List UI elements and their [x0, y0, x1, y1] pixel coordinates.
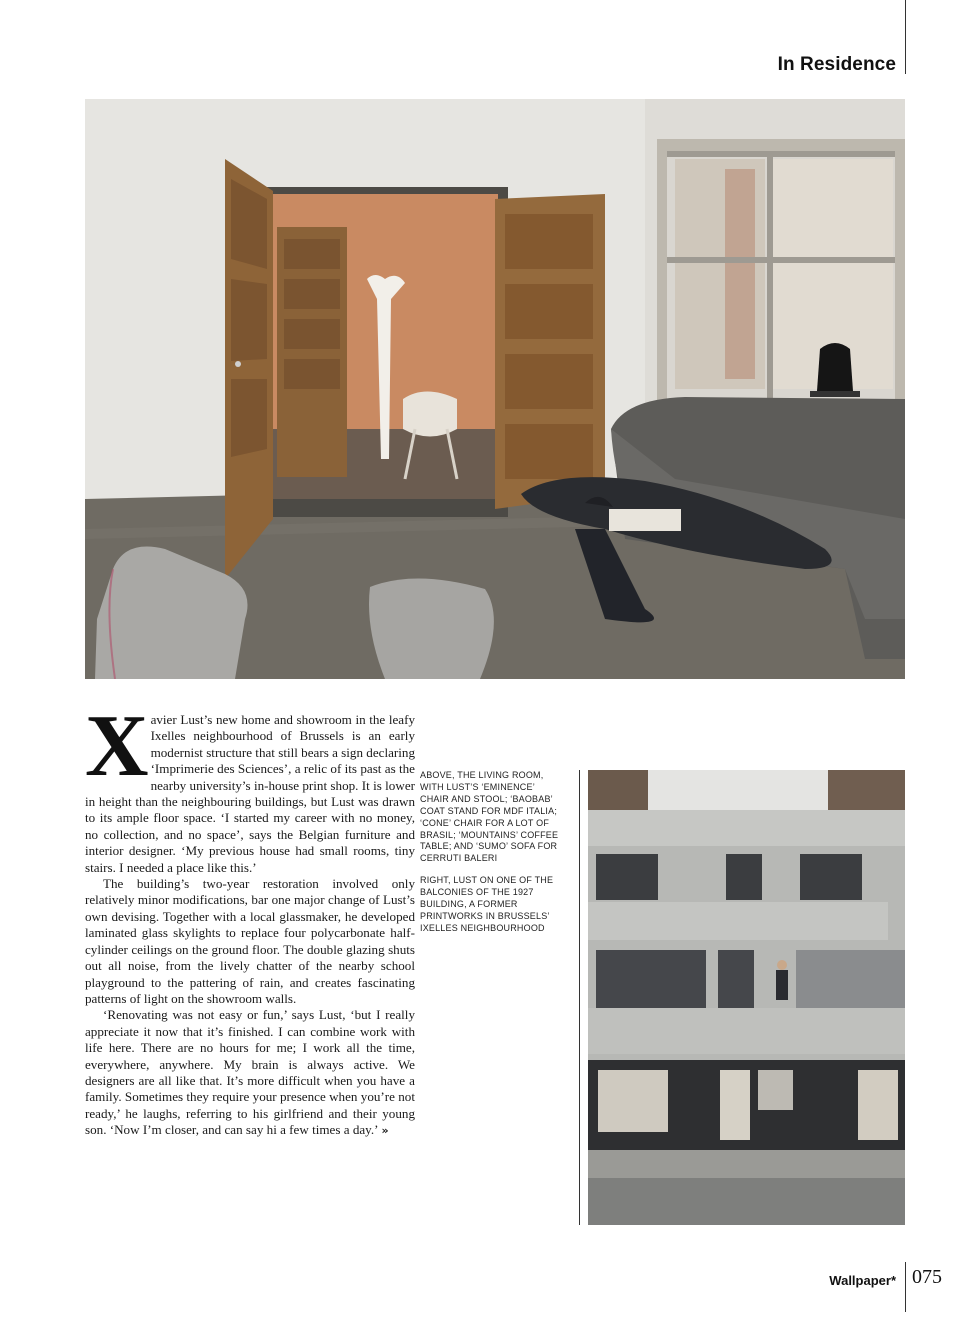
brand-logo: Wallpaper* — [829, 1273, 896, 1288]
footer-divider — [905, 1262, 906, 1312]
living-room-photo — [85, 99, 905, 679]
continue-icon: » — [381, 1124, 389, 1138]
column-divider — [579, 770, 580, 1225]
header-divider — [905, 0, 906, 74]
article-body — [85, 698, 415, 1140]
paragraph-text: ‘Renovating was not easy or fun,’ says Lust, ‘but I really appreciate it now that it’s finished. I can combine work with life here. There are no hours for me; I work all the time, everywhere, anywhere. My brain is always active. We designers are all like that. It’s more difficult when you have a family. Sometimes they require your presence when you’re not ready,’ he laughs, referring to his girlfriend and their young son. ‘Now I’m closer, and can say hi a few times a day.’ — [85, 1007, 415, 1138]
section-title: In Residence — [777, 54, 896, 75]
building-facade-photo — [588, 770, 905, 1225]
caption-above: ABOVE, THE LIVING ROOM, WITH LUST’S ‘EMINENCE’ CHAIR AND STOOL; ‘BAOBAB’ COAT STAND FOR MDF ITALIA; ‘CONE’ CHAIR FOR A LOT OF BRASIL; ‘MOUNTAINS’ COFFEE TABLE; AND ‘SUMO’ SOFA FOR CERRUTI BALERI — [420, 770, 559, 864]
drop-cap: X — [85, 698, 149, 795]
article-paragraph — [85, 698, 415, 876]
article-paragraph — [85, 1007, 415, 1139]
paragraph-text: avier Lust’s new home and showroom in the leafy Ixelles neighbourhood of Brussels is an early modernist structure that still bears a sign declaring ‘Imprimerie des Sciences’, a relic of its past as the nearby university’s in-house print shop. It is lower in height than the neighbouring buildings, but Lust was drawn to its ample floor space. ‘I started my career with no money, no collection, and no space’, says the Belgian furniture and interior designer. ‘My previous house had small rooms, tiny stairs. I needed a place like this.’ — [85, 712, 415, 875]
caption-right: RIGHT, LUST ON ONE OF THE BALCONIES OF THE 1927 BUILDING, A FORMER PRINTWORKS IN BRUSSELS’ IXELLES NEIGHBOURHOOD — [420, 875, 554, 933]
article-paragraph: The building’s two-year restoration involved only relatively minor modifications, bar one major change of Lust’s own devising. Together with a local glassmaker, he developed laminated glass skylights to replace four polycarbonate half-cylinder ceilings on the ground floor. The double glazing shuts out all noise, from the lively chatter of the nearby school playground to the pattering of rain, and creates fascinating patterns of light on the showroom walls. — [85, 876, 415, 1006]
page-number: 075 — [912, 1266, 942, 1288]
